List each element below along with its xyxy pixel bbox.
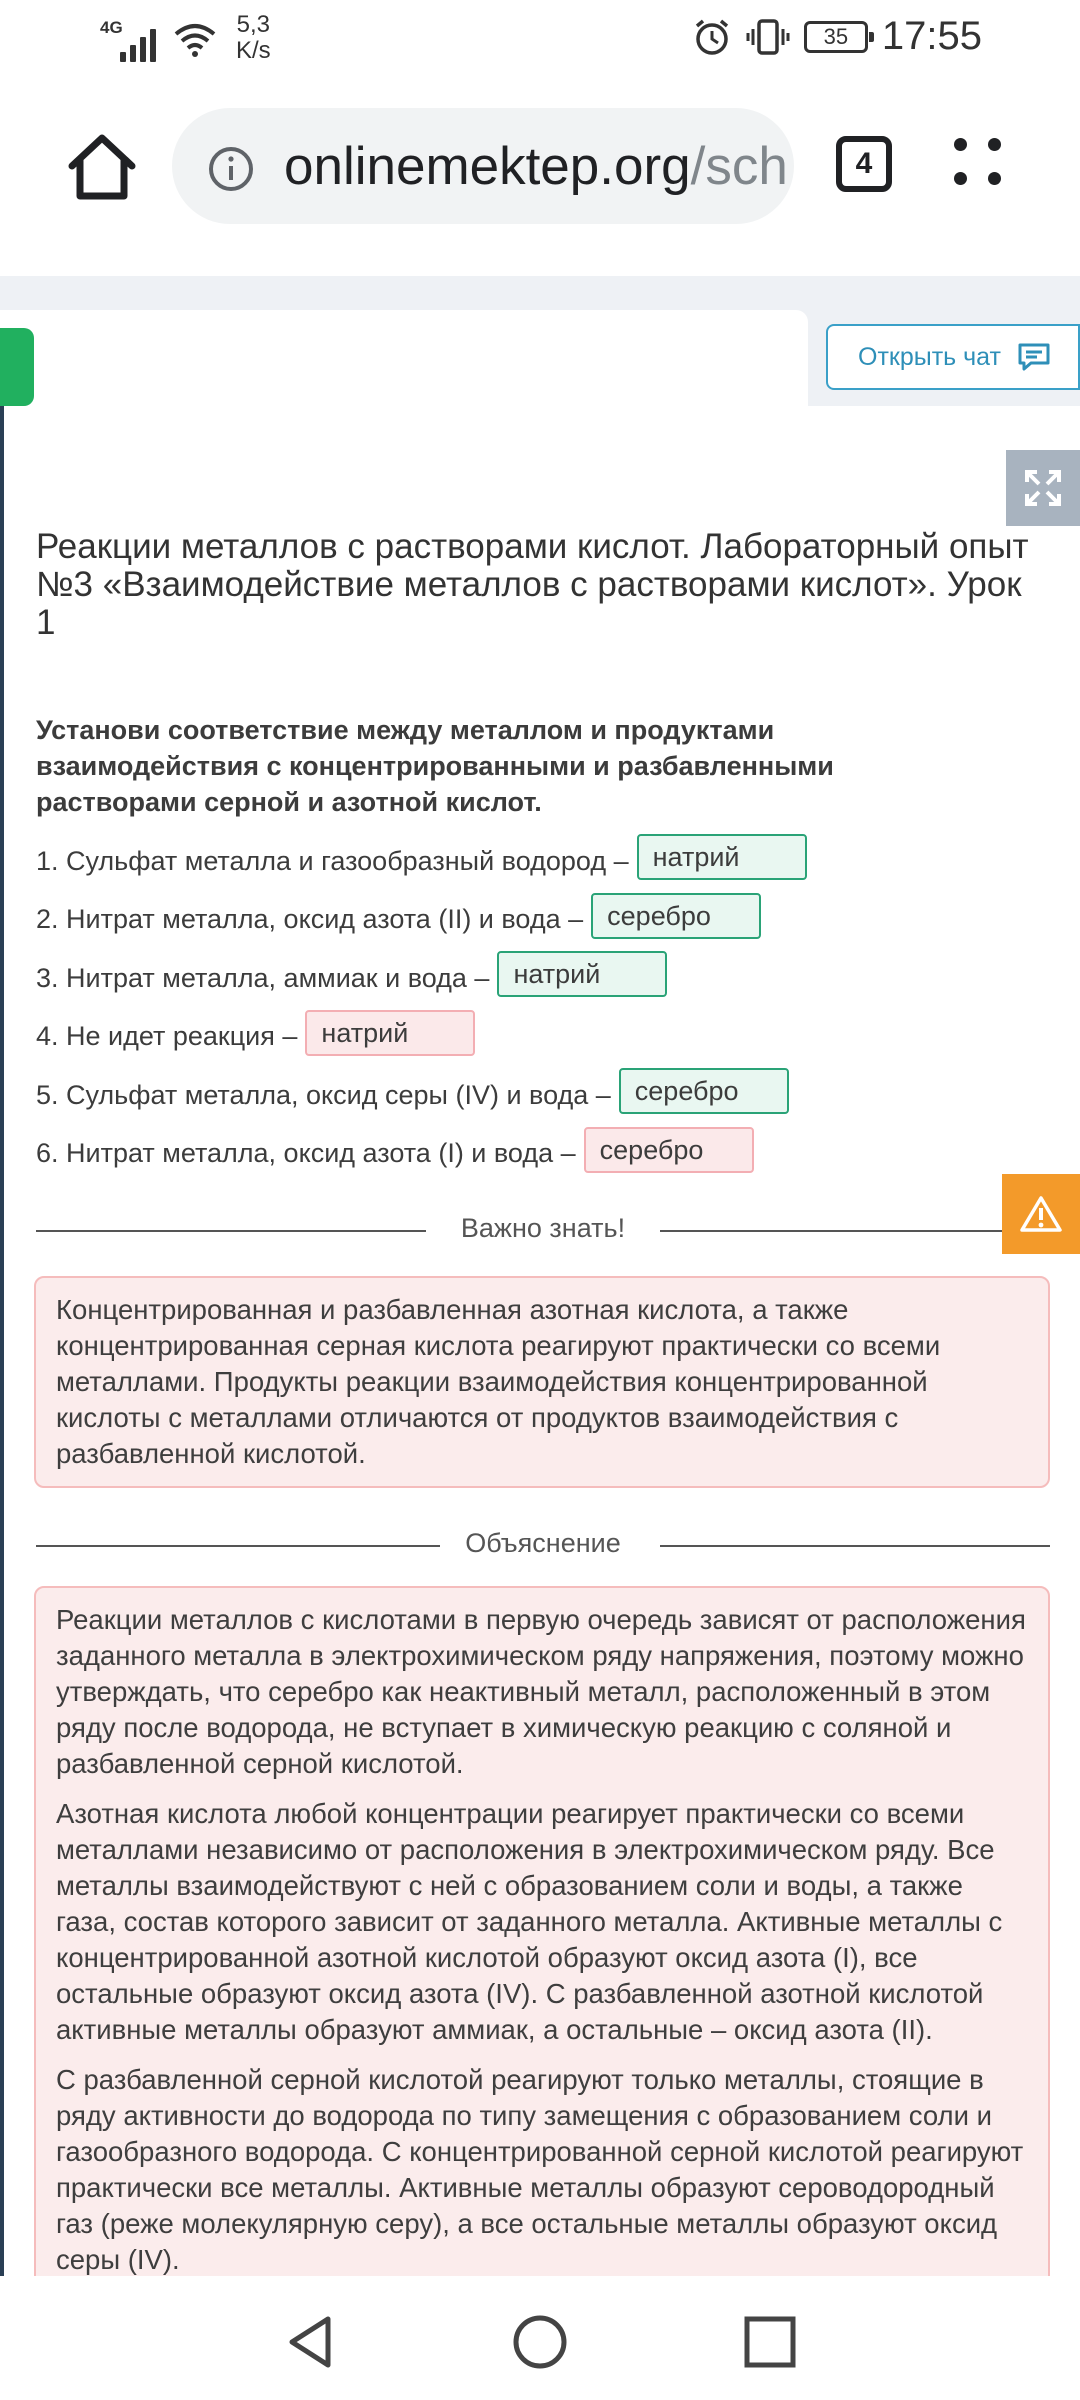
answer-row <box>36 1066 996 1125</box>
wifi-icon <box>172 18 218 62</box>
answer-chip-wrong[interactable]: серебро <box>584 1127 754 1173</box>
important-text: Концентрированная и разбавленная азотная кислота, а также концентрированная серная кислота реагируют практически со всеми металлами. Продукты реакции взаимодействия концентрированной кислоты с металлами отличаются от продуктов взаимодействия с разбавленной кислотой. <box>56 1294 941 1469</box>
header-card <box>0 310 808 406</box>
chat-icon <box>1017 342 1051 372</box>
explanation-paragraph: С разбавленной серной кислотой реагируют только металлы, стоящие в ряду активности до водорода по типу замещения с образованием соли и газообразного водорода. С концентрированной серной кислотой реагируют практически все металлы. Активные металлы образуют сероводородный газ (реже молекулярную серу), а все остальные металлы образуют оксид серы (IV). <box>56 2064 1024 2275</box>
tab-switcher-button[interactable]: 4 <box>836 136 892 192</box>
report-problem-button[interactable] <box>1002 1174 1080 1254</box>
answer-prompt: 2. Нитрат металла, оксид азота (II) и вода – <box>36 904 584 935</box>
answer-row <box>36 891 996 950</box>
answer-list <box>36 832 996 1183</box>
explanation-viewport <box>0 1586 1080 2276</box>
answer-prompt: 6. Нитрат металла, оксид азота (I) и вода – <box>36 1138 576 1169</box>
answer-prompt: 3. Нитрат металла, аммиак и вода – <box>36 962 490 993</box>
open-chat-label: Открыть чат <box>858 342 1001 371</box>
battery-level: 35 <box>823 23 849 49</box>
explanation-paragraph: Реакции металлов с кислотами в первую очередь зависят от расположения заданного металла в электрохимическом ряду напряжения, поэтому можно утверждать, что серебро как неактивный металл, расположенный в этом ряду после водорода, не вступает в химическую реакцию с соляной и разбавленной серной кислотой. <box>56 1604 1026 1779</box>
vibrate-icon <box>746 17 790 57</box>
answer-row <box>36 1125 996 1184</box>
warning-icon <box>1019 1194 1063 1234</box>
clock: 17:55 <box>881 14 982 58</box>
answer-chip-correct[interactable]: натрий <box>497 951 667 997</box>
cellular-signal-icon <box>98 12 158 56</box>
network-speed: 5,3 K/s <box>236 11 271 64</box>
network-type: 4G <box>100 18 123 37</box>
address-bar[interactable] <box>172 108 794 224</box>
battery-icon <box>804 21 868 53</box>
system-navigation-bar <box>0 2276 1080 2400</box>
expand-icon <box>1023 468 1063 508</box>
answer-chip-correct[interactable]: натрий <box>637 834 807 880</box>
answer-row <box>36 1008 996 1067</box>
answer-chip-correct[interactable]: серебро <box>619 1068 789 1114</box>
home-icon[interactable] <box>64 130 140 202</box>
explanation-paragraph: Азотная кислота любой концентрации реагирует практически со всеми металлами независимо от расположения в электрохимическом ряду. Все металлы взаимодействуют с ней с образованием соли и воды, а также газа, состав которого зависит от заданного металла. Активные металлы с концентрированной азотной кислотой образуют оксид азота (I), все остальные образуют оксид азота (IV). С разбавленной азотной кислотой активные металлы образуют аммиак, а остальные – оксид азота (II). <box>56 1798 1003 2045</box>
more-menu-icon[interactable] <box>950 132 1006 192</box>
answer-chip-wrong[interactable]: натрий <box>305 1010 475 1056</box>
answer-prompt: 1. Сульфат металла и газообразный водород – <box>36 845 629 876</box>
side-menu-tab[interactable] <box>0 328 34 406</box>
important-divider <box>36 1211 1050 1251</box>
answer-prompt: 4. Не идет реакция – <box>36 1021 298 1052</box>
browser-toolbar <box>0 96 1080 236</box>
answer-chip-correct[interactable]: серебро <box>591 893 761 939</box>
explanation-divider <box>36 1526 1050 1566</box>
status-bar <box>0 0 1080 80</box>
recents-icon[interactable] <box>744 2316 796 2368</box>
url-text: onlinemektep.org/sch <box>284 137 788 196</box>
answer-prompt: 5. Сульфат металла, оксид серы (IV) и вода – <box>36 1079 611 1110</box>
important-note <box>34 1276 1050 1488</box>
open-chat-button[interactable] <box>826 324 1080 390</box>
alarm-icon <box>692 17 732 57</box>
fullscreen-button[interactable] <box>1006 450 1080 526</box>
answer-row <box>36 832 996 891</box>
explanation-box <box>34 1586 1050 2276</box>
page-header <box>0 276 1080 406</box>
lesson-title: Реакции металлов с растворами кислот. Лабораторный опыт №3 «Взаимодействие металлов с растворами кислот». Урок 1 <box>36 527 1029 642</box>
home-circle-icon[interactable] <box>512 2314 568 2370</box>
back-icon[interactable] <box>284 2314 336 2370</box>
info-icon[interactable] <box>208 146 254 192</box>
explanation-heading: Объяснение <box>465 1528 621 1558</box>
important-heading: Важно знать! <box>460 1213 626 1243</box>
task-instruction: Установи соответствие между металлом и продуктами взаимодействия с концентрированными и разбавленными растворами серной и азотной кислот. <box>36 715 834 817</box>
answer-row <box>36 949 996 1008</box>
